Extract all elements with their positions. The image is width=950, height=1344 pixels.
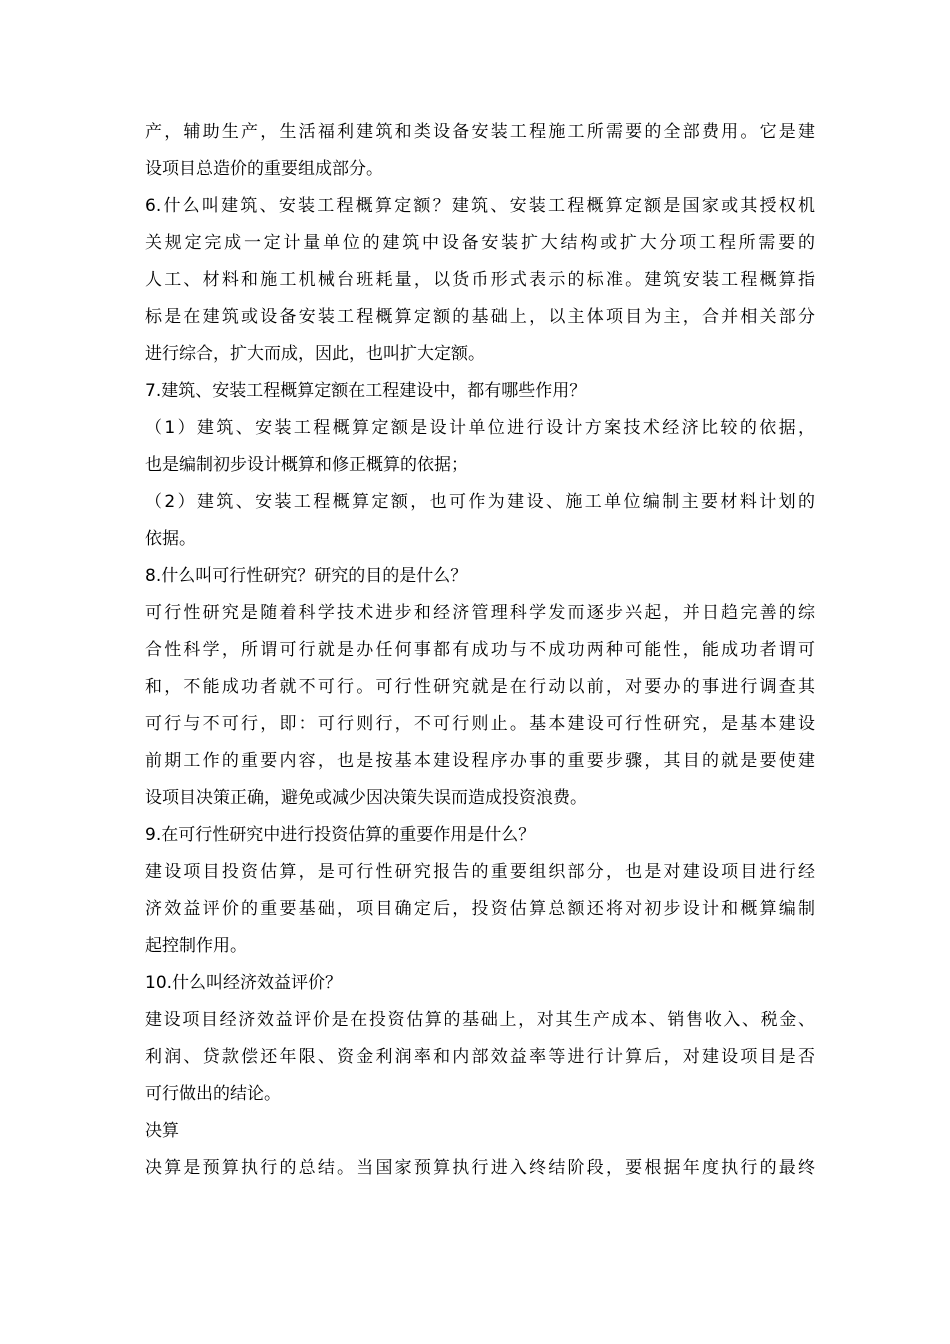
text-line: 起控制作用。 (145, 936, 247, 956)
text-line: （2）建筑、安装工程概算定额，也可作为建设、施工单位编制主要材料计划的 (145, 492, 815, 512)
text-line: 设项目总造价的重要组成部分。 (145, 159, 383, 179)
text-line: 可行做出的结论。 (145, 1084, 281, 1104)
text-line: 前期工作的重要内容，也是按基本建设程序办事的重要步骤，其目的就是要使建 (145, 751, 815, 771)
text-line: 依据。 (145, 529, 196, 549)
text-line: 标是在建筑或设备安装工程概算定额的基础上，以主体项目为主，合并相关部分 (145, 307, 815, 327)
text-line: 8.什么叫可行性研究？研究的目的是什么？ (145, 566, 468, 586)
text-line: 决算是预算执行的总结。当国家预算执行进入终结阶段，要根据年度执行的最终 (145, 1158, 815, 1178)
text-line: 7.建筑、安装工程概算定额在工程建设中，都有哪些作用？ (145, 381, 587, 401)
text-line: 6.什么叫建筑、安装工程概算定额？建筑、安装工程概算定额是国家或其授权机 (145, 196, 815, 216)
text-line: 决算 (145, 1121, 179, 1141)
text-line: 产，辅助生产，生活福利建筑和类设备安装工程施工所需要的全部费用。它是建 (145, 122, 815, 142)
text-line: 可行性研究是随着科学技术进步和经济管理科学发而逐步兴起，并日趋完善的综 (145, 603, 815, 623)
text-line: （1）建筑、安装工程概算定额是设计单位进行设计方案技术经济比较的依据， (145, 418, 815, 438)
text-line: 建设项目经济效益评价是在投资估算的基础上，对其生产成本、销售收入、税金、 (145, 1010, 815, 1030)
text-line: 关规定完成一定计量单位的建筑中设备安装扩大结构或扩大分项工程所需要的 (145, 233, 815, 253)
text-line: 可行与不可行，即：可行则行，不可行则止。基本建设可行性研究，是基本建设 (145, 714, 815, 734)
text-line: 进行综合，扩大而成，因此，也叫扩大定额。 (145, 344, 485, 364)
text-line: 也是编制初步设计概算和修正概算的依据； (145, 455, 468, 475)
text-line: 9.在可行性研究中进行投资估算的重要作用是什么？ (145, 825, 536, 845)
text-line: 10.什么叫经济效益评价？ (145, 973, 343, 993)
text-line: 利润、贷款偿还年限、资金利润率和内部效益率等进行计算后，对建设项目是否 (145, 1047, 815, 1067)
text-line: 设项目决策正确，避免或减少因决策失误而造成投资浪费。 (145, 788, 587, 808)
text-line: 和，不能成功者就不可行。可行性研究就是在行动以前，对要办的事进行调查其 (145, 677, 815, 697)
text-line: 人工、材料和施工机械台班耗量，以货币形式表示的标准。建筑安装工程概算指 (145, 270, 815, 290)
text-line: 建设项目投资估算，是可行性研究报告的重要组织部分，也是对建设项目进行经 (145, 862, 815, 882)
text-line: 济效益评价的重要基础，项目确定后，投资估算总额还将对初步设计和概算编制 (145, 899, 815, 919)
document-body (145, 114, 815, 1187)
text-line: 合性科学，所谓可行就是办任何事都有成功与不成功两种可能性，能成功者谓可 (145, 640, 815, 660)
